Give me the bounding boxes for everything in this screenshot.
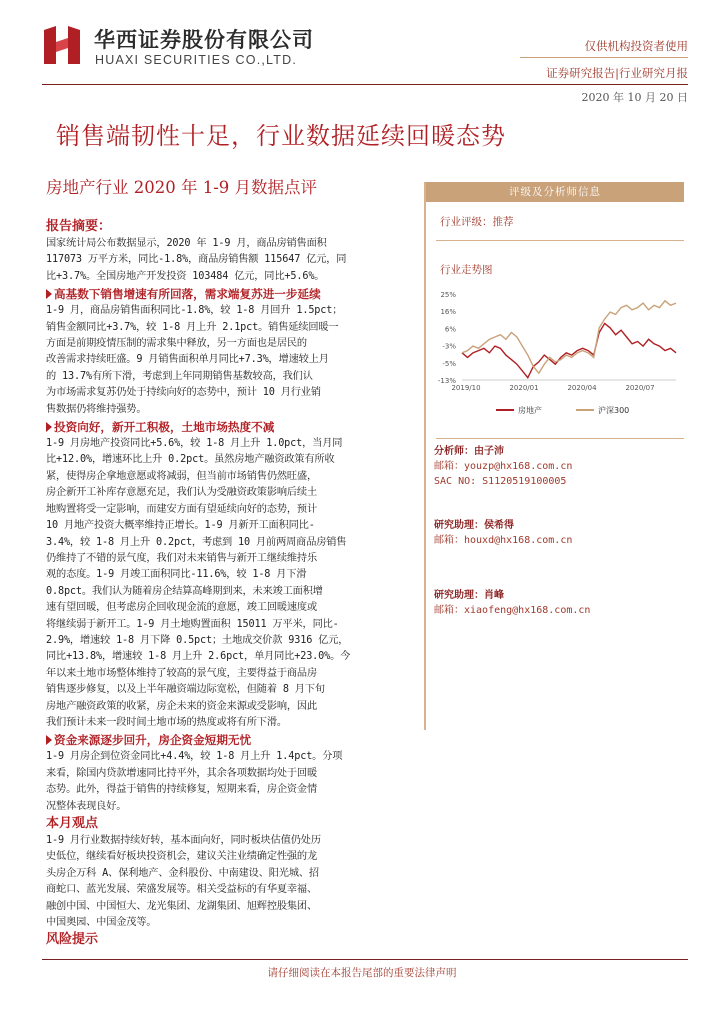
text-line: 国家统计局公布数据显示，2020 年 1-9 月，商品房销售面积 [46, 238, 327, 249]
x-tick-label: 2020/01 [509, 384, 539, 392]
text-line: 为市场需求复苏仍处于持续向好的态势中，预计 10 月行业销 [46, 387, 321, 399]
text-line: 紧，使得房企拿地意愿或将减弱，但当前市场销售仍然旺盛， [46, 470, 318, 482]
risk-heading: 风险提示 [46, 932, 99, 948]
report-body [46, 218, 408, 949]
text-line: 售数据仍将维持强势。 [46, 403, 147, 415]
header-divider [520, 57, 688, 58]
bullet-triangle-icon [46, 735, 52, 745]
text-line: 我们预计未来一段时间土地市场的热度或将有所下滑。 [46, 716, 287, 728]
analyst-card [434, 444, 572, 489]
text-line: 况整体表现良好。 [46, 800, 127, 812]
text-line: 中国奥园、中国金茂等。 [46, 917, 157, 929]
report-title: 销售端韧性十足，行业数据延续回暖态势 [56, 122, 506, 150]
text-line: 1-9 月房企到位资金同比+4.4%，较 1-8 月上升 1.4pct。分项 [46, 751, 343, 763]
sidebar-divider [436, 240, 684, 241]
text-line: 观的态度。1-9 月竣工面积同比-11.6%，较 1-8 月下滑 [46, 569, 307, 581]
assistant-card [434, 518, 572, 548]
section-heading-sales [46, 286, 408, 303]
text-line: 的 13.7%有所下滑，考虑到上年同期销售基数较高，我们认 [46, 370, 313, 382]
analyst-sidebar [424, 182, 684, 730]
x-tick-label: 2020/04 [567, 384, 597, 392]
text-line: 117073 万平方米，同比-1.8%，商品房销售额 115647 亿元，同 [46, 254, 347, 266]
report-subtitle: 房地产行业 2020 年 1-9 月数据点评 [46, 178, 318, 197]
assistant-email[interactable]: 邮箱：houxd@hx168.com.cn [434, 535, 573, 546]
analyst-email[interactable]: 邮箱：youzp@hx168.com.cn [434, 461, 573, 472]
section-paragraph-investment [46, 436, 408, 731]
series-line [462, 301, 676, 373]
analyst-sac-number: SAC NO: S1120519100005 [434, 476, 567, 487]
x-tick-label: 2020/07 [625, 384, 655, 392]
viewpoint-heading: 本月观点 [46, 816, 99, 831]
trend-chart-label: 行业走势图 [440, 264, 493, 276]
text-line: 房地产融资政策的收紧，房企未来的资金来源或受影响，因此 [46, 700, 318, 712]
text-line: 1-9 月房地产投资同比+5.6%，较 1-8 月上升 1.0pct，当月同 [46, 438, 343, 450]
text-line: 方面是前期疫情压制的需求集中释放，另一方面也是居民的 [46, 338, 307, 350]
report-type: 证券研究报告|行业研究月报 [546, 66, 688, 80]
section-heading-text: 投资向好，新开工积极，土地市场热度不减 [54, 420, 275, 435]
assistant-name: 研究助理：肖峰 [434, 590, 504, 601]
y-tick-label: -3% [442, 342, 456, 351]
text-line: 融创中国、中国恒大、龙光集团、龙湖集团、旭辉控股集团、 [46, 900, 318, 912]
y-tick-label: 16% [440, 308, 456, 317]
section-paragraph-funding [46, 749, 408, 815]
distribution-disclaimer: 仅供机构投资者使用 [584, 39, 688, 53]
text-line: 0.8pct。我们认为随着房企结算高峰期到来，未来竣工面积增 [46, 585, 323, 597]
assistant-card [434, 588, 590, 618]
company-name-cn: 华西证券股份有限公司 [94, 28, 314, 52]
y-tick-label: -13% [437, 377, 456, 385]
summary-heading: 报告摘要： [46, 219, 112, 234]
header-divider-main [42, 84, 688, 85]
industry-trend-chart [426, 286, 684, 426]
section-heading-funding [46, 732, 408, 749]
text-line: 销售逐步修复，以及上半年融资端边际宽松，但随着 8 月下旬 [46, 684, 325, 696]
company-logo [42, 24, 82, 66]
text-line: 商蛇口、蓝光发展、荣盛发展等。相关受益标的有华夏幸福、 [46, 884, 318, 896]
viewpoint-paragraph [46, 833, 408, 931]
text-line: 改善需求持续旺盛。9 月销售面积单月同比+7.3%，增速较上月 [46, 354, 329, 366]
section-heading-text: 资金来源逐步回升，房企资金短期无忧 [54, 733, 252, 748]
section-heading-text: 高基数下销售增速有所回落，需求端复苏进一步延续 [54, 287, 321, 302]
text-line: 年以来土地市场整体维持了较高的景气度，主要得益于商品房 [46, 667, 318, 679]
bullet-triangle-icon [46, 289, 52, 299]
sidebar-header: 评级及分析师信息 [426, 182, 684, 202]
section-paragraph-sales [46, 303, 408, 418]
legal-notice: 请仔细阅读在本报告尾部的重要法律声明 [267, 967, 457, 979]
bullet-triangle-icon [46, 422, 52, 432]
assistant-name: 研究助理：侯希得 [434, 520, 514, 531]
text-line: 同比+13.8%，增速较 1-8 月上升 2.6pct，单月同比+23.0%。今 [46, 651, 351, 663]
text-line: 比+12.0%，增速环比上升 0.2pct。虽然房地产融资政策有所收 [46, 454, 335, 466]
analyst-name: 分析师：由子沛 [434, 446, 504, 457]
section-heading-investment [46, 419, 408, 436]
company-name-en: HUAXI SECURITIES CO.,LTD. [95, 53, 298, 67]
sidebar-divider [436, 438, 684, 439]
series-line [462, 323, 676, 377]
report-date: 2020 年 10 月 20 日 [581, 91, 688, 104]
text-line: 销售金额同比+3.7%，较 1-8 月上升 2.1pct。销售延续回暖一 [46, 321, 339, 333]
text-line: 1-9 月，商品房销售面积同比-1.8%，较 1-8 月回升 1.5pct； [46, 305, 343, 317]
text-line: 速有望回暖，但考虑房企回收现金流的意愿，竣工回暖速度或 [46, 602, 318, 614]
industry-rating: 行业评级：推荐 [440, 216, 514, 228]
y-tick-label: 25% [440, 291, 456, 299]
x-tick-label: 2019/10 [451, 384, 481, 392]
text-line: 1-9 月行业数据持续好转，基本面向好，同时板块估值仍处历 [46, 835, 321, 846]
text-line: 房企新开工补库存意愿充足，我们认为受融资政策影响后续土 [46, 487, 318, 499]
text-line: 史低位，继续看好板块投资机会，建议关注业绩确定性强的龙 [46, 851, 318, 863]
text-line: 比+3.7%。全国房地产开发投资 103484 亿元，同比+5.6%。 [46, 270, 325, 282]
legend-label: 房地产 [518, 406, 542, 415]
text-line: 将继续弱于新开工。1-9 月土地购置面积 15011 万平米，同比- [46, 618, 339, 630]
summary-paragraph [46, 236, 408, 285]
text-line: 地购置将受一定影响，而建安方面有望延续向好的态势，预计 [46, 503, 318, 515]
text-line: 10 月地产投资大概率维持正增长。1-9 月新开工面积同比- [46, 520, 315, 532]
text-line: 态势。此外，得益于销售的持续修复，短期来看，房企资金情 [46, 784, 318, 796]
footer-divider [42, 959, 688, 960]
legend-label: 沪深300 [598, 406, 630, 415]
text-line: 3.4%，较 1-8 月上升 0.2pct，考虑到 10 月前两周商品房销售 [46, 536, 347, 548]
y-tick-label: 6% [444, 325, 456, 334]
text-line: 2.9%，增速较 1-8 月下降 0.5pct；土地成交价款 9316 亿元， [46, 634, 349, 646]
text-line: 来看，除国内贷款增速同比持平外，其余各项数据均处于回暖 [46, 767, 318, 779]
text-line: 头房企万科 A、保利地产、金科股份、中南建设、阳光城、招 [46, 867, 319, 879]
assistant-email[interactable]: 邮箱：xiaofeng@hx168.com.cn [434, 605, 591, 616]
text-line: 仍维持了不错的景气度，我们对未来销售与新开工继续维持乐 [46, 552, 318, 564]
y-tick-label: -5% [442, 359, 456, 368]
